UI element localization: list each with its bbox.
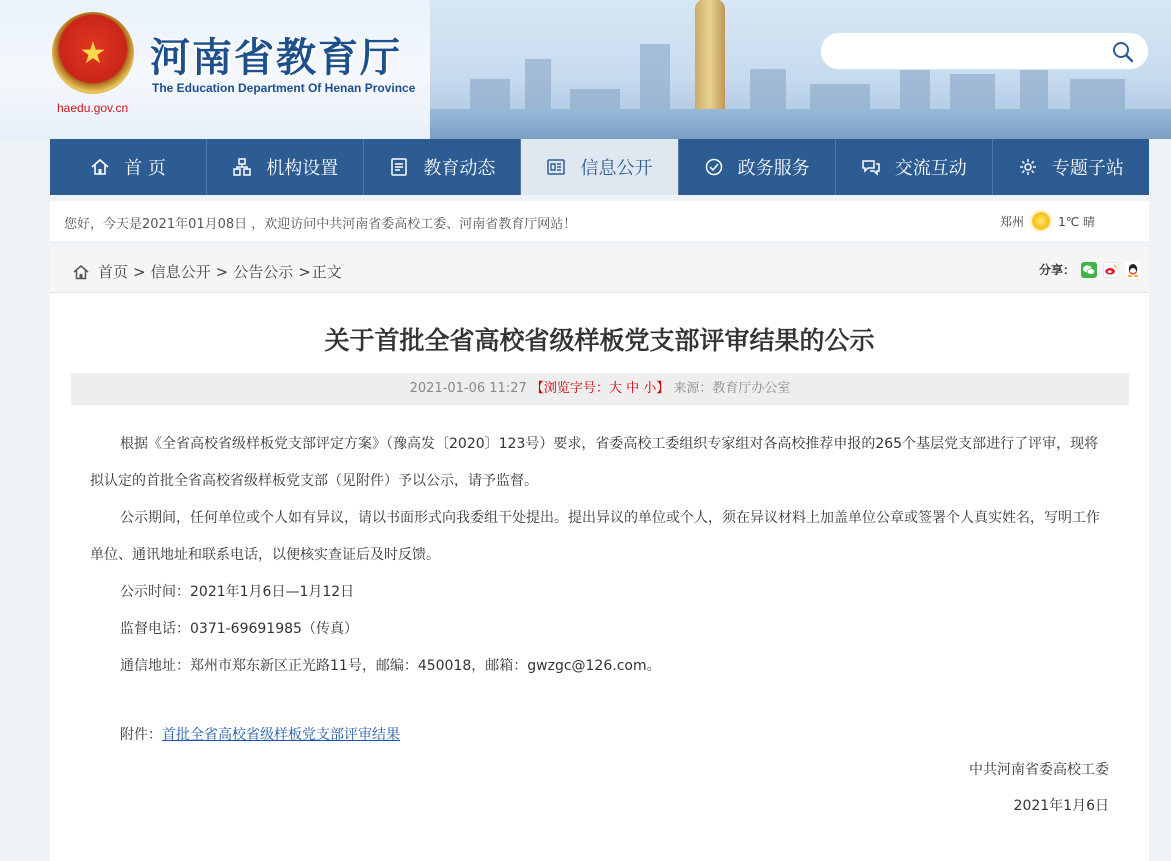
article-paragraph: 监督电话：0371-69691985（传真）: [120, 621, 358, 637]
breadcrumb-separator: >: [215, 262, 229, 281]
breadcrumb-current: 正文: [311, 263, 342, 281]
breadcrumb-notice[interactable]: 公告公示: [233, 263, 294, 281]
site-subtitle: The Education Department Of Henan Province: [152, 81, 416, 95]
nav-label: 政务服务: [737, 158, 810, 179]
nav-label: 专题子站: [1051, 158, 1124, 179]
share-label: 分享：: [1038, 263, 1075, 277]
nav-item-interact[interactable]: [836, 139, 993, 195]
search-icon[interactable]: [1112, 41, 1134, 63]
nav-item-org[interactable]: [207, 139, 364, 195]
logo-url: haedu.gov.cn: [57, 101, 129, 115]
weather-city: 郑州: [1000, 214, 1025, 229]
attachment-label: 附件：: [120, 727, 162, 743]
breadcrumb: [72, 261, 342, 282]
article-paragraph: 公示期间，任何单位或个人如有异议，请以书面形式向我委组干处提出。提出异议的单位或个人，须在异议材料上加盖单位公章或签署个人真实姓名，写明工作单位、通讯地址和联系电话，以便核实查证后及时反馈。: [90, 510, 1100, 563]
search-input[interactable]: [837, 41, 1107, 63]
nav-label: 机构设置: [266, 158, 339, 179]
nav-label: 信息公开: [580, 158, 653, 179]
article-container: [50, 293, 1149, 861]
font-size-label: 【浏览字号：: [530, 381, 609, 396]
article-title: 关于首批全省高校省级样板党支部评审结果的公示: [324, 326, 875, 355]
home-icon: [90, 157, 110, 177]
font-size-large-button[interactable]: 大: [608, 381, 622, 396]
search-box: [820, 32, 1149, 70]
wechat-icon[interactable]: [1081, 262, 1097, 278]
site-header: [0, 0, 1171, 139]
org-icon: [232, 157, 252, 177]
breadcrumb-separator: >: [133, 262, 146, 281]
article-paragraph: 根据《全省高校省级样板党支部评定方案》（豫高发〔2020〕123号）要求，省委高校工委组织专家组对各高校推荐申报的265个基层党支部进行了评审，现将拟认定的首批全省高校省级样板党支部（见附件）予以公示，请予监督。: [90, 436, 1099, 489]
national-emblem-icon: ★: [52, 12, 134, 94]
article-date: 2021-01-06 11:27: [409, 381, 527, 396]
nav-item-service[interactable]: [679, 139, 836, 195]
font-size-close: 】: [656, 381, 670, 396]
font-size-switcher: [531, 381, 669, 396]
main-nav: [50, 139, 1149, 195]
font-size-small-button[interactable]: 小: [643, 381, 657, 396]
article-signature: 中共河南省委高校工委: [969, 762, 1109, 778]
weather-temp: 1℃ 晴: [1058, 214, 1095, 229]
nav-label: 首 页: [124, 158, 166, 179]
breadcrumb-separator: >: [298, 262, 311, 281]
nav-item-news[interactable]: [364, 139, 521, 195]
topic-icon: [1018, 157, 1038, 177]
article-body: [90, 426, 1110, 754]
nav-label: 教育动态: [423, 158, 496, 179]
font-size-medium-button[interactable]: 中: [626, 381, 640, 396]
sunny-icon: [1032, 212, 1050, 230]
article-paragraph: 通信地址：郑州市郑东新区正光路11号，邮编：450018，邮箱：gwzgc@126.com。: [120, 658, 661, 674]
nav-item-home[interactable]: [50, 139, 207, 195]
qq-icon[interactable]: [1125, 262, 1141, 278]
breadcrumb-info[interactable]: 信息公开: [150, 263, 211, 281]
site-title: 河南省教育厅: [150, 35, 402, 81]
share-bar: [1039, 261, 1141, 278]
article-source: 来源：教育厅办公室: [673, 381, 791, 396]
info-icon: [546, 157, 566, 177]
nav-label: 交流互动: [894, 158, 967, 179]
home-icon: [72, 263, 90, 281]
weather-widget: [1000, 212, 1095, 230]
service-icon: [704, 157, 724, 177]
breadcrumb-home[interactable]: 首页: [98, 263, 129, 281]
article-meta: [71, 373, 1129, 405]
news-icon: [389, 157, 409, 177]
attachment-line: [90, 717, 1110, 754]
nav-item-info[interactable]: [521, 139, 678, 195]
weibo-icon[interactable]: [1103, 262, 1119, 278]
attachment-link[interactable]: 首批全省高校省级样板党支部评审结果: [162, 727, 400, 743]
welcome-bar: [50, 201, 1149, 241]
article-sign-date: 2021年1月6日: [1013, 798, 1109, 814]
welcome-text: 您好，今天是2021年01月08日 ，欢迎访问中共河南省委高校工委、河南省教育厅网站！: [64, 217, 577, 232]
nav-item-topic[interactable]: [993, 139, 1149, 195]
article-paragraph: 公示时间：2021年1月6日—1月12日: [120, 584, 355, 600]
breadcrumb-bar: [50, 247, 1149, 293]
interact-icon: [861, 157, 881, 177]
